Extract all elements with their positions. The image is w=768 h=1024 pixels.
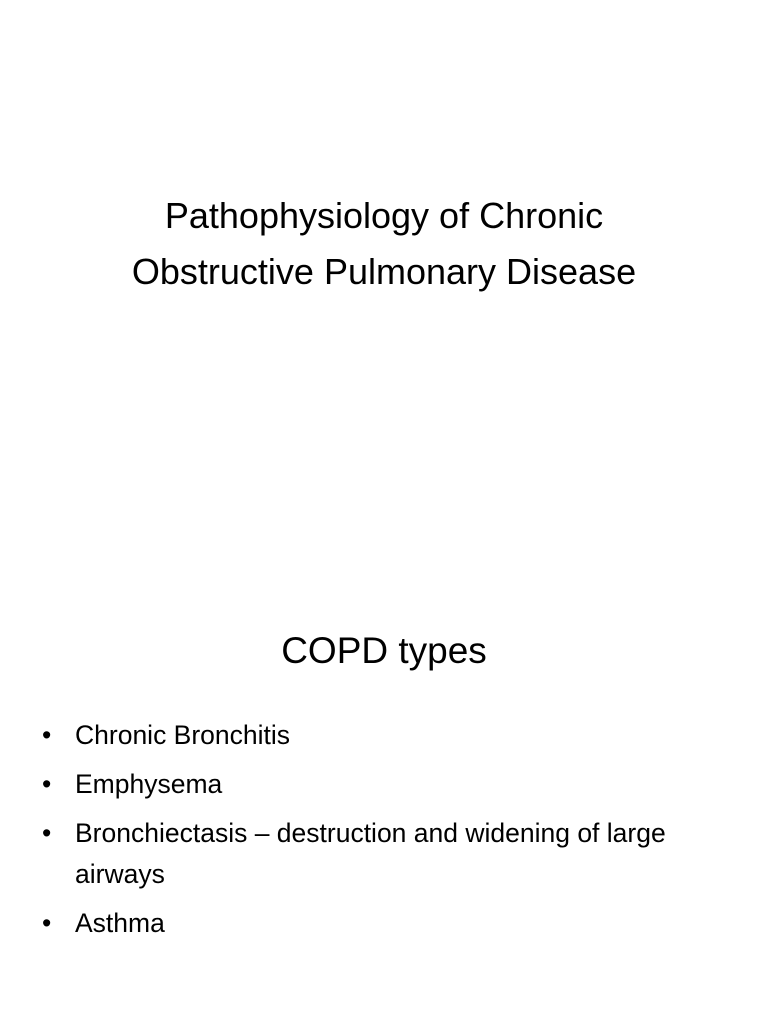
bullet-text: Asthma: [75, 908, 165, 938]
bullet-icon: •: [42, 908, 52, 938]
bullet-item-emphysema: [40, 764, 730, 805]
title-line-1: Pathophysiology of Chronic: [164, 195, 604, 236]
bullet-item-asthma: [40, 903, 730, 944]
bullet-icon: •: [42, 818, 52, 848]
bullet-text: Chronic Bronchitis: [75, 720, 291, 750]
title-line-2: Obstructive Pulmonary Disease: [131, 251, 637, 292]
bullet-icon: •: [42, 720, 52, 750]
bullet-item-bronchiectasis: [40, 813, 730, 895]
slide-copd-types: [0, 512, 768, 1024]
bullet-text: Emphysema: [75, 769, 223, 799]
bullet-list: [40, 715, 730, 952]
bullet-text: Bronchiectasis – destruction and widening of large airways: [75, 818, 666, 889]
bullet-item-chronic-bronchitis: [40, 715, 730, 756]
bullet-icon: •: [42, 769, 52, 799]
slide-heading: COPD types: [281, 630, 487, 671]
presentation-title: [0, 188, 768, 300]
